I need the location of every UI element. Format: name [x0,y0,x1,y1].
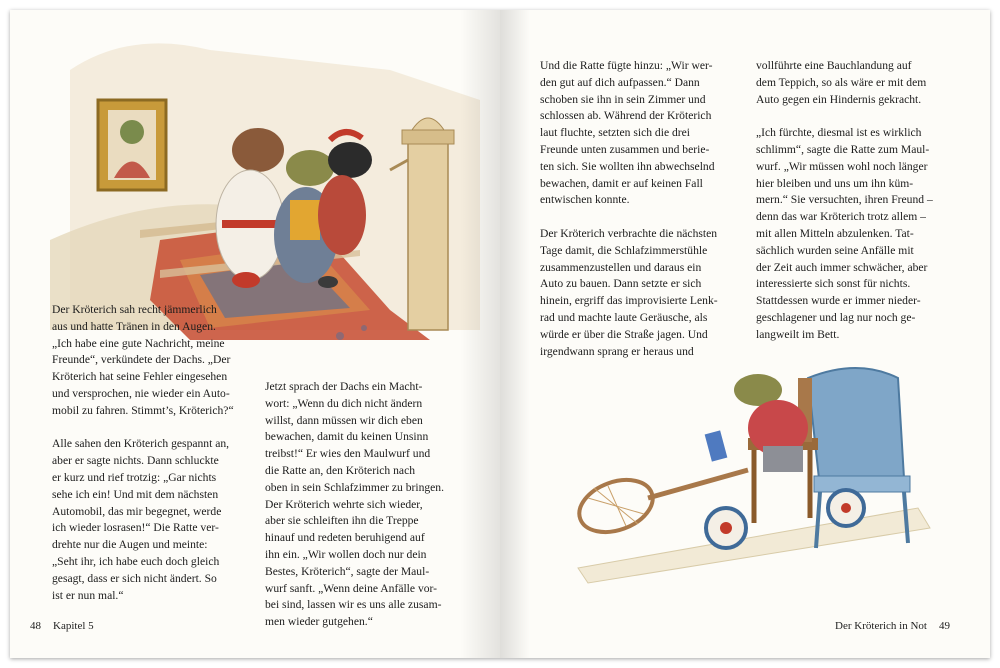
left-page [10,10,500,658]
right-folio [835,620,950,632]
gutter-shadow-right [500,10,530,658]
book-spread [10,10,990,658]
page-number-right: 49 [939,620,950,632]
portrait-frame [98,100,166,190]
left-column-2-text: Jetzt sprach der Dachs ein Macht- wort: „Wenn du dich nicht ändern willst, dann müssen wir dich eben bewachen, damit du keinen Unsinn treibst!“ Er wies den Maulwurf und die Ratte an, den Kröterich nach oben in sein Schlafzimmer zu bringen. Der Kröterich wehrte sich wieder, aber sie schleiften ihn die Treppe hinauf und redeten beruhigend auf ihn ein. „Wir wollen doch nur dein Bestes, Kröterich“, sagte der Maul- wurf sanft. „Wenn deine Anfälle vor- bei sind, lassen wir es uns alle zusam- men wieder gutgehen.“ [265,380,445,629]
toad-chair-car-illustration [558,358,938,588]
left-column-1-text: Der Kröterich sah recht jämmerlich aus und hatte Tränen in den Augen. „Ich habe eine gute Nachricht, meine Freunde“, verkündete der Dachs. „Der Kröterich hat seine Fehler eingesehen und versprochen, nie wieder ein Auto- mobil zu fahren. Stimmt’s, Kröterich?“ Alle sahen den Kröterich gespannt an, aber er sagte nichts. Dann schluckte er kurz und rief trotzig: „Gar nichts sehe ich ein! Und mit dem nächsten Automobil, das mir begegnet, werde ich wieder losrasen!“ Die Ratte ver- drehte nur die Augen und meinte: „Seht ihr, ich habe euch doch gleich gesagt, dass er sich nicht ändert. So ist er nun mal.“ [52,303,234,602]
page-number-left: 48 [30,620,41,632]
right-column-1-text: Und die Ratte fügte hinzu: „Wir wer- den gut auf dich aufpassen.“ Dann schoben sie ihn in sein Zimmer und schlossen ab. Während der Kröterich laut fluchte, setzten sich die drei Freunde unten zusammen und berie- ten sich. Sie wollten ihn abwechselnd bewachen, damit er auf keinen Fall entwischen konnte. Der Kröterich verbrachte die nächsten Tage damit, die Schlafzimmerstühle zusammenzustellen und daraus ein Auto zu bauen. Dann setzte er sich hinein, ergriff das improvisierte Lenk- rad und machte laute Geräusche, als würde er über die Straße jagen. Und irgendwann sprang er heraus und [540,59,718,358]
gutter-shadow-left [460,10,500,658]
left-folio [30,620,94,632]
right-column-2-text: vollführte eine Bauchlandung auf dem Teppich, so als wäre er mit dem Auto gegen ein Hindernis gekracht. „Ich fürchte, diesmal ist es wirklich schlimm“, sagte die Ratte zum Maul- wurf. „Wir müssen wohl noch länger hier bleiben und uns um ihn küm- mern.“ Sie versuchten, ihren Freund – denn das war Kröterich trotz allem – mit allen Mitteln abzulenken. Tat- sächlich wurden seine Anfälle mit der Zeit auch immer schwächer, aber interessierte sich sonst für nichts. Stattdessen wurde er immer nieder- geschlagener und lag nur noch ge- langweilt im Bett. [756,59,933,341]
staircase-illustration [10,10,480,340]
running-head-right: Der Kröterich in Not [835,620,927,632]
running-head-left: Kapitel 5 [53,620,94,632]
right-page [500,10,990,658]
